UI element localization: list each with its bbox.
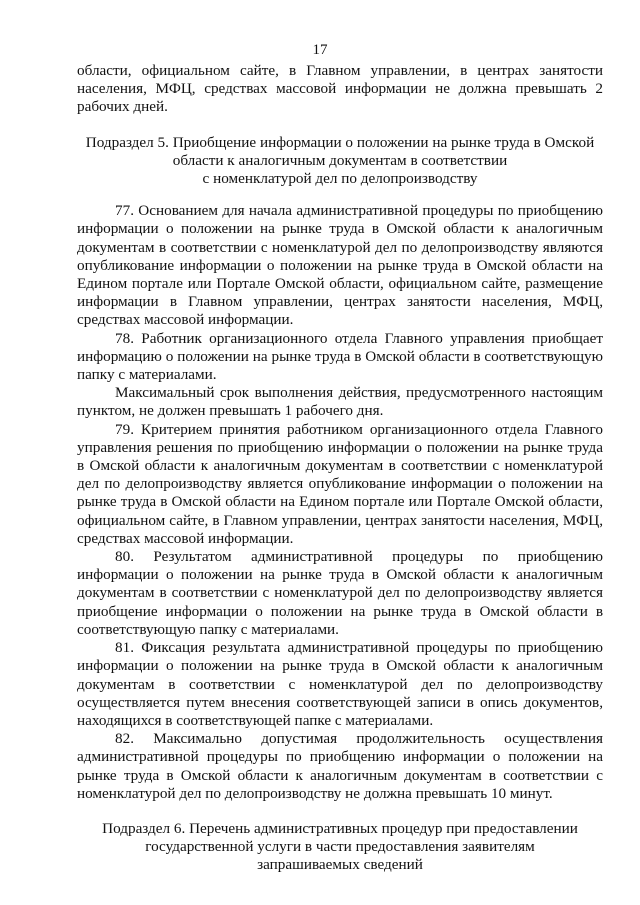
subsection-6-heading-line: государственной услуги в части предоставления заявителям — [145, 838, 535, 856]
paragraph-78-deadline: Максимальный срок выполнения действия, предусмотренного настоящим пунктом, не должен превышать 1 рабочего дня. — [77, 384, 603, 420]
subsection-6-heading-line: Подраздел 6. Перечень административных процедур при предоставлении — [102, 819, 578, 837]
paragraph-78: 78. Работник организационного отдела Главного управления приобщает информацию о положении на рынке труда в Омской области в соответствующую папку с материалами. — [77, 329, 603, 384]
paragraph-79: 79. Критерием принятия работником организационного отдела Главного управления решения по приобщению информации о положении на рынке труда в Омской области к аналогичным документам в соответствии с номенклатурой дел по делопроизводству является опубликование информации о положении на рынке труда в Омской области на Едином портале или Портале Омской области, официальном сайте, в Главном управлении, центрах занятости населения, МФЦ, средствах массовой информации. — [77, 420, 603, 547]
paragraph-80: 80. Результатом административной процедуры по приобщению информации о положении на рынке труда в Омской области к аналогичным документам в соответствии с номенклатурой дел по делопроизводству является приобщение информации о положении на рынке труда в Омской области в соответствующую папку с материалами. — [77, 548, 603, 638]
continuation-paragraph: области, официальном сайте, в Главном управлении, в центрах занятости населения, МФЦ, средствах массовой информации не должна превышать 2 рабочих дней. — [77, 62, 603, 116]
page-number: 17 — [312, 42, 328, 58]
document-body — [77, 62, 603, 875]
subsection-6-heading — [77, 820, 603, 875]
paragraph-77: 77. Основанием для начала административной процедуры по приобщению информации о положении на рынке труда в Омской области к аналогичным документам в соответствии с номенклатурой дел по делопроизводству являются опубликование информации о положении на рынке труда в Омской области на Едином портале или Портале Омской области, официальном сайте, размещение информации в Главном управлении, центрах занятости населения, МФЦ, средствах массовой информации. — [77, 202, 603, 329]
paragraph-82: 82. Максимально допустимая продолжительность осуществления административной процедуры по приобщению информации о положении на рынке труда в Омской области к аналогичным документам в соответствии с номенклатурой дел по делопроизводству не должна превышать 10 минут. — [77, 730, 603, 802]
subsection-5-heading-line: области к аналогичным документам в соответствии — [172, 151, 508, 169]
subsection-5-heading — [77, 134, 603, 189]
paragraph-81: 81. Фиксация результата административной процедуры по приобщению информации о положении на рынке труда в Омской области к аналогичным документам в соответствии с номенклатурой дел по делопроизводству осуществляется путем внесения соответствующей записи в опись документов, находящихся в соответствующей папке с материалами. — [77, 639, 603, 729]
subsection-6-heading-line: запрашиваемых сведений — [257, 856, 423, 874]
subsection-5-heading-line: Подраздел 5. Приобщение информации о положении на рынке труда в Омской — [85, 133, 595, 151]
subsection-5-heading-line: с номенклатурой дел по делопроизводству — [202, 170, 478, 188]
